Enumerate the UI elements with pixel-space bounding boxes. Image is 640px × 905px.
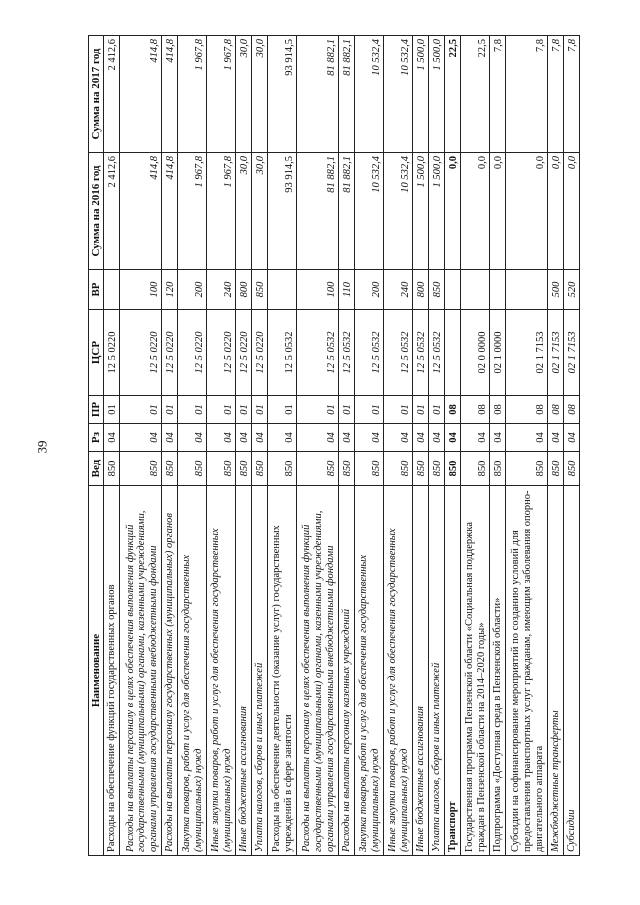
- table-body: [104, 36, 580, 856]
- col-ved-header: Вед: [89, 452, 104, 486]
- table-row: [104, 36, 120, 856]
- cell-vr: [268, 270, 297, 310]
- cell-pr: 01: [268, 396, 297, 424]
- cell-sum-2017: 1 967,8: [206, 36, 235, 153]
- cell-csr: 12 5 0532: [383, 310, 412, 396]
- col-pr-header: ПР: [89, 396, 104, 424]
- cell-vr: 500: [547, 270, 563, 310]
- cell-vr: [460, 270, 489, 310]
- cell-sum-2016: 93 914,5: [268, 153, 297, 270]
- cell-csr: 12 5 0220: [235, 310, 251, 396]
- cell-ved: 850: [268, 452, 297, 486]
- cell-pr: 01: [338, 396, 354, 424]
- cell-name: Субсидии на софинансирование мероприятий по созданию условий для предоставления транспортных услуг гражданам, имеющим заболевания опорно-двигательного аппарата: [505, 486, 547, 856]
- col-vr-header: ВР: [89, 270, 104, 310]
- cell-rz: 04: [460, 424, 489, 452]
- cell-csr: 12 5 0220: [120, 310, 162, 396]
- cell-name: Иные закупки товаров, работ и услуг для обеспечения государственных (муниципальных) нужд: [206, 486, 235, 856]
- cell-sum-2016: 2 412,6: [104, 153, 120, 270]
- table-row: [563, 36, 579, 856]
- cell-vr: [505, 270, 547, 310]
- cell-rz: 04: [505, 424, 547, 452]
- cell-name: Расходы на выплаты персоналу в целях обеспечения выполнения функций государственными (муниципальными) органами, казенными учреждениями, органами управления государственными внебюджетными фондами: [296, 486, 338, 856]
- cell-pr: 08: [505, 396, 547, 424]
- cell-rz: 04: [268, 424, 297, 452]
- cell-ved: 850: [505, 452, 547, 486]
- cell-pr: 08: [460, 396, 489, 424]
- cell-sum-2016: 10 532,4: [383, 153, 412, 270]
- cell-pr: 01: [354, 396, 383, 424]
- cell-csr: 12 5 0532: [338, 310, 354, 396]
- cell-sum-2016: 0,0: [547, 153, 563, 270]
- cell-ved: 850: [489, 452, 505, 486]
- cell-rz: 04: [354, 424, 383, 452]
- cell-csr: 12 5 0532: [354, 310, 383, 396]
- cell-name: Уплата налогов, сборов и иных платежей: [251, 486, 267, 856]
- cell-ved: 850: [547, 452, 563, 486]
- table-row: [412, 36, 428, 856]
- cell-sum-2016: 30,0: [235, 153, 251, 270]
- cell-ved: 850: [428, 452, 444, 486]
- cell-sum-2016: 1 967,8: [178, 153, 207, 270]
- table-row: [354, 36, 383, 856]
- cell-sum-2016: 81 882,1: [338, 153, 354, 270]
- cell-vr: 200: [354, 270, 383, 310]
- cell-name: Межбюджетные трансферты: [547, 486, 563, 856]
- cell-csr: 12 5 0532: [296, 310, 338, 396]
- cell-sum-2017: 7,8: [489, 36, 505, 153]
- cell-sum-2016: 0,0: [489, 153, 505, 270]
- cell-pr: 01: [383, 396, 412, 424]
- table-row: [161, 36, 177, 856]
- cell-ved: 850: [338, 452, 354, 486]
- header-row: [89, 36, 104, 856]
- cell-sum-2016: 414,8: [120, 153, 162, 270]
- cell-rz: 04: [428, 424, 444, 452]
- cell-rz: 04: [161, 424, 177, 452]
- cell-ved: 850: [251, 452, 267, 486]
- cell-vr: 200: [178, 270, 207, 310]
- cell-ved: 850: [120, 452, 162, 486]
- cell-csr: 12 5 0220: [206, 310, 235, 396]
- cell-rz: 04: [547, 424, 563, 452]
- cell-sum-2017: 414,8: [161, 36, 177, 153]
- cell-csr: 12 5 0532: [268, 310, 297, 396]
- cell-vr: 100: [296, 270, 338, 310]
- rotated-page: [88, 36, 580, 856]
- cell-csr: 02 0 0000: [460, 310, 489, 396]
- cell-sum-2017: 7,8: [547, 36, 563, 153]
- cell-csr: 12 5 0220: [161, 310, 177, 396]
- cell-rz: 04: [178, 424, 207, 452]
- cell-sum-2016: 30,0: [251, 153, 267, 270]
- cell-sum-2017: 1 500,0: [428, 36, 444, 153]
- cell-rz: 04: [563, 424, 579, 452]
- cell-sum-2016: 1 967,8: [206, 153, 235, 270]
- col-sum-2016-header: Сумма на 2016 год: [89, 153, 104, 270]
- cell-pr: 01: [104, 396, 120, 424]
- cell-sum-2017: 10 532,4: [354, 36, 383, 153]
- cell-name: Закупка товаров, работ и услуг для обеспечения государственных (муниципальных) нужд: [178, 486, 207, 856]
- cell-csr: 02 1 7153: [547, 310, 563, 396]
- cell-rz: 04: [489, 424, 505, 452]
- cell-sum-2016: 10 532,4: [354, 153, 383, 270]
- cell-sum-2016: 0,0: [563, 153, 579, 270]
- table-row: [178, 36, 207, 856]
- cell-name: Транспорт: [444, 486, 460, 856]
- cell-csr: [444, 310, 460, 396]
- cell-sum-2017: 30,0: [235, 36, 251, 153]
- cell-csr: 02 1 7153: [505, 310, 547, 396]
- cell-pr: 01: [161, 396, 177, 424]
- cell-sum-2017: 81 882,1: [296, 36, 338, 153]
- cell-vr: 850: [428, 270, 444, 310]
- cell-rz: 04: [412, 424, 428, 452]
- cell-pr: 01: [120, 396, 162, 424]
- cell-sum-2016: 0,0: [444, 153, 460, 270]
- cell-pr: 08: [547, 396, 563, 424]
- table-row: [235, 36, 251, 856]
- cell-sum-2017: 22,5: [460, 36, 489, 153]
- cell-sum-2017: 81 882,1: [338, 36, 354, 153]
- cell-rz: 04: [235, 424, 251, 452]
- cell-sum-2016: 0,0: [505, 153, 547, 270]
- cell-name: Иные закупки товаров, работ и услуг для обеспечения государственных (муниципальных) нужд: [383, 486, 412, 856]
- cell-csr: 12 5 0532: [412, 310, 428, 396]
- cell-name: Государственная программа Пензенской области «Социальная поддержка граждан в Пензенской области на 2014–2020 годы»: [460, 486, 489, 856]
- col-csr-header: ЦСР: [89, 310, 104, 396]
- table-row: [206, 36, 235, 856]
- table-row: [120, 36, 162, 856]
- cell-pr: 01: [296, 396, 338, 424]
- table-header: [89, 36, 104, 856]
- cell-csr: 12 5 0220: [178, 310, 207, 396]
- cell-vr: 800: [412, 270, 428, 310]
- cell-sum-2017: 10 532,4: [383, 36, 412, 153]
- cell-ved: 850: [460, 452, 489, 486]
- cell-name: Уплата налогов, сборов и иных платежей: [428, 486, 444, 856]
- cell-pr: 08: [489, 396, 505, 424]
- table-row: [268, 36, 297, 856]
- table-row: [460, 36, 489, 856]
- page-number: 39: [34, 440, 50, 454]
- cell-vr: 850: [251, 270, 267, 310]
- col-sum-2017-header: Сумма на 2017 год: [89, 36, 104, 153]
- cell-sum-2017: 414,8: [120, 36, 162, 153]
- cell-sum-2017: 22,5: [444, 36, 460, 153]
- cell-ved: 850: [178, 452, 207, 486]
- cell-ved: 850: [235, 452, 251, 486]
- cell-vr: 800: [235, 270, 251, 310]
- cell-sum-2016: 0,0: [460, 153, 489, 270]
- cell-sum-2016: 1 500,0: [412, 153, 428, 270]
- cell-pr: 01: [206, 396, 235, 424]
- cell-vr: 110: [338, 270, 354, 310]
- cell-ved: 850: [296, 452, 338, 486]
- cell-ved: 850: [206, 452, 235, 486]
- table-row: [444, 36, 460, 856]
- cell-rz: 04: [383, 424, 412, 452]
- cell-ved: 850: [161, 452, 177, 486]
- cell-name: Расходы на выплаты персоналу казенных учреждений: [338, 486, 354, 856]
- cell-rz: 04: [444, 424, 460, 452]
- cell-pr: 08: [444, 396, 460, 424]
- cell-vr: [444, 270, 460, 310]
- cell-pr: 01: [235, 396, 251, 424]
- cell-csr: 12 5 0532: [428, 310, 444, 396]
- cell-csr: 02 1 7153: [563, 310, 579, 396]
- cell-csr: 12 5 0220: [104, 310, 120, 396]
- cell-ved: 850: [383, 452, 412, 486]
- cell-sum-2017: 7,8: [505, 36, 547, 153]
- cell-pr: 08: [563, 396, 579, 424]
- table-row: [547, 36, 563, 856]
- cell-sum-2016: 1 500,0: [428, 153, 444, 270]
- cell-rz: 04: [338, 424, 354, 452]
- cell-name: Расходы на обеспечение деятельности (оказание услуг) государственных учреждений в сфере занятости: [268, 486, 297, 856]
- cell-sum-2017: 1 967,8: [178, 36, 207, 153]
- cell-vr: 100: [120, 270, 162, 310]
- table-row: [505, 36, 547, 856]
- cell-name: Закупка товаров, работ и услуг для обеспечения государственных (муниципальных) нужд: [354, 486, 383, 856]
- cell-vr: 120: [161, 270, 177, 310]
- cell-name: Расходы на обеспечение функций государственных органов: [104, 486, 120, 856]
- cell-name: Подпрограмма «Доступная среда в Пензенской области»: [489, 486, 505, 856]
- cell-rz: 04: [206, 424, 235, 452]
- table-row: [338, 36, 354, 856]
- cell-ved: 850: [563, 452, 579, 486]
- cell-rz: 04: [296, 424, 338, 452]
- cell-vr: [489, 270, 505, 310]
- cell-sum-2017: 7,8: [563, 36, 579, 153]
- cell-sum-2016: 414,8: [161, 153, 177, 270]
- cell-vr: 520: [563, 270, 579, 310]
- cell-vr: 240: [383, 270, 412, 310]
- cell-rz: 04: [251, 424, 267, 452]
- col-rz-header: Рз: [89, 424, 104, 452]
- cell-csr: 02 1 0000: [489, 310, 505, 396]
- cell-pr: 01: [428, 396, 444, 424]
- cell-pr: 01: [412, 396, 428, 424]
- cell-rz: 04: [120, 424, 162, 452]
- table-row: [251, 36, 267, 856]
- budget-table: [88, 35, 580, 856]
- cell-name: Иные бюджетные ассигнования: [235, 486, 251, 856]
- cell-name: Расходы на выплаты персоналу государственных (муниципальных) органов: [161, 486, 177, 856]
- cell-pr: 01: [178, 396, 207, 424]
- table-row: [428, 36, 444, 856]
- table-row: [383, 36, 412, 856]
- cell-name: Расходы на выплаты персоналу в целях обеспечения выполнения функций государственными (муниципальными) органами, казенными учреждениями, органами управления государственными внебюджетными фондами: [120, 486, 162, 856]
- cell-ved: 850: [412, 452, 428, 486]
- cell-name: Субсидии: [563, 486, 579, 856]
- cell-sum-2017: 1 500,0: [412, 36, 428, 153]
- cell-sum-2017: 93 914,5: [268, 36, 297, 153]
- cell-rz: 04: [104, 424, 120, 452]
- cell-sum-2017: 30,0: [251, 36, 267, 153]
- cell-ved: 850: [444, 452, 460, 486]
- cell-sum-2016: 81 882,1: [296, 153, 338, 270]
- cell-pr: 01: [251, 396, 267, 424]
- table-row: [296, 36, 338, 856]
- cell-sum-2017: 2 412,6: [104, 36, 120, 153]
- cell-vr: [104, 270, 120, 310]
- table-row: [489, 36, 505, 856]
- cell-ved: 850: [104, 452, 120, 486]
- cell-ved: 850: [354, 452, 383, 486]
- cell-name: Иные бюджетные ассигнования: [412, 486, 428, 856]
- col-name-header: Наименование: [89, 486, 104, 856]
- cell-csr: 12 5 0220: [251, 310, 267, 396]
- cell-vr: 240: [206, 270, 235, 310]
